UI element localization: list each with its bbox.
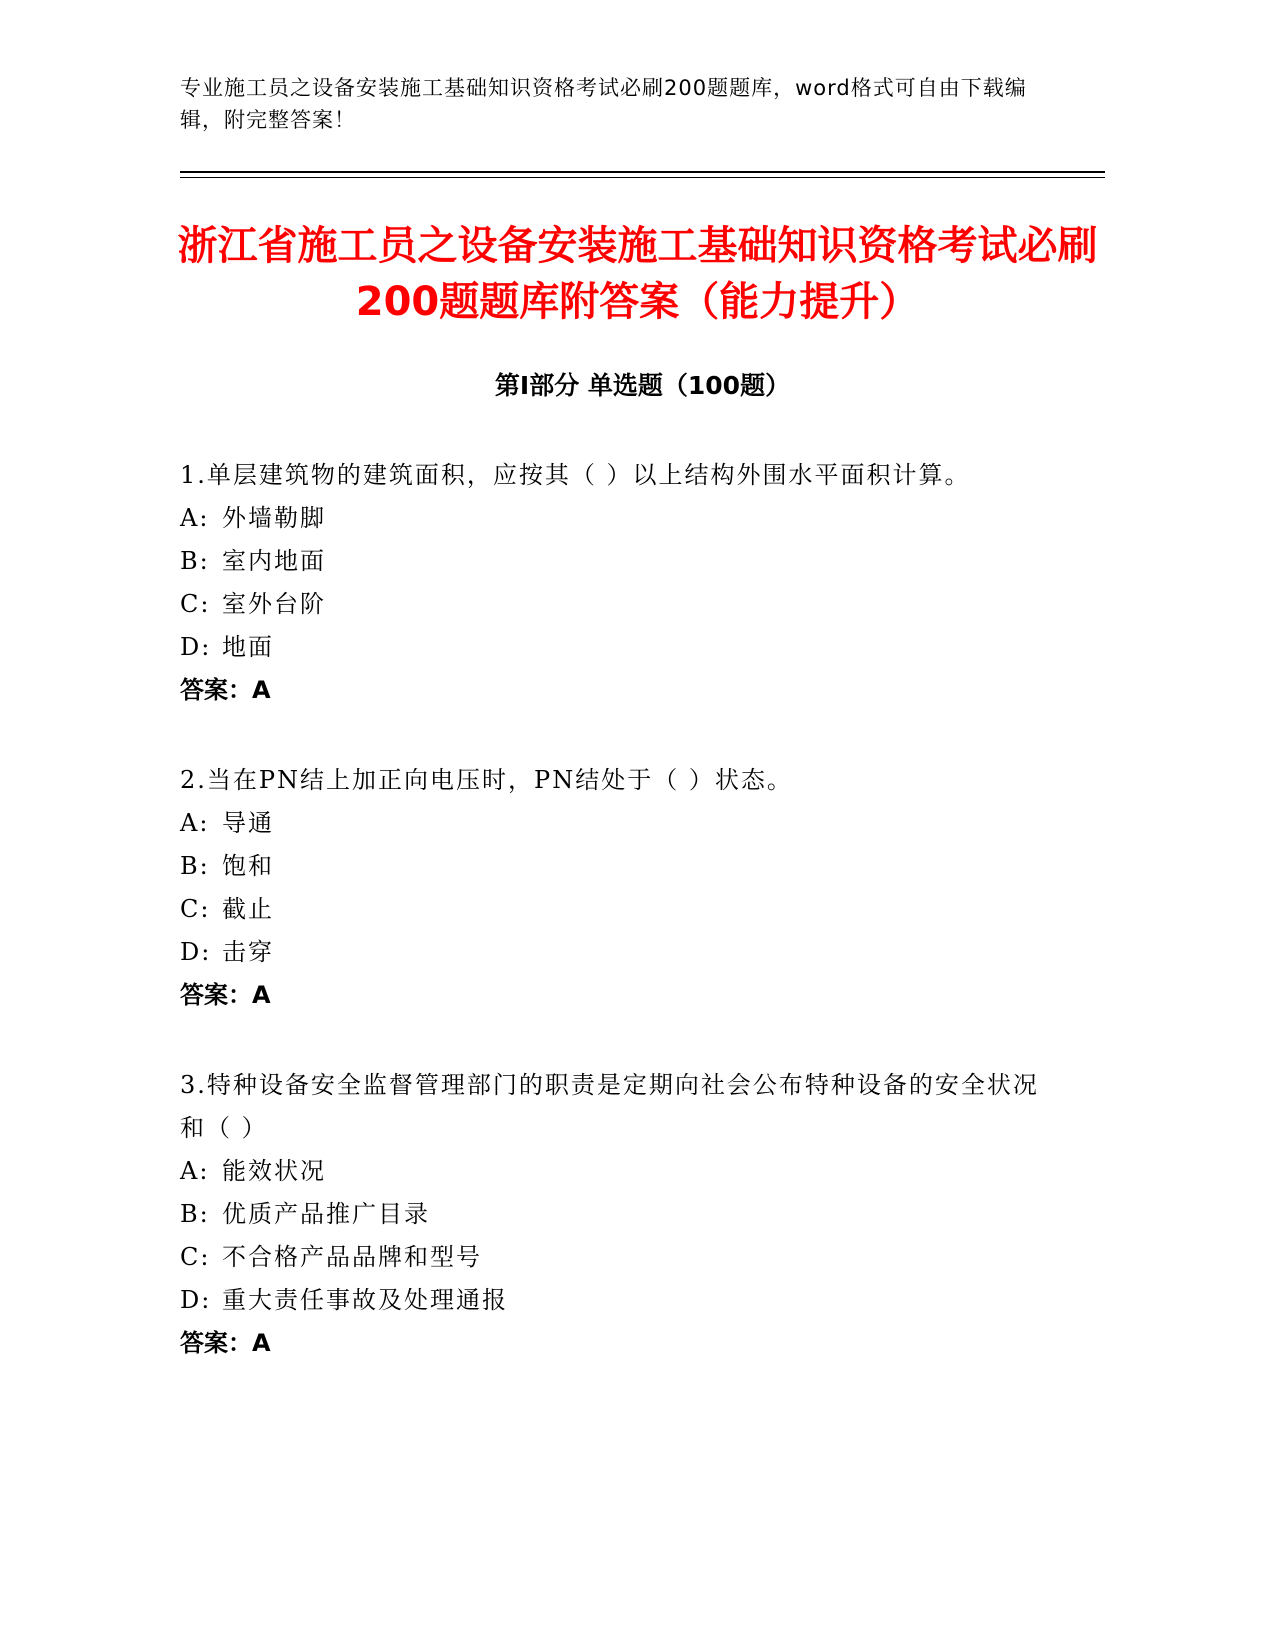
option-text: 能效状况: [222, 1157, 326, 1185]
option-letter: C:: [180, 1243, 211, 1271]
option-c: [180, 583, 1050, 626]
option-text: 地面: [222, 633, 274, 661]
question-stem: 2.当在PN结上加正向电压时，PN结处于（ ）状态。: [180, 766, 793, 794]
option-text: 室外台阶: [222, 590, 326, 618]
option-text: 饱和: [222, 852, 274, 880]
option-text: 截止: [222, 895, 274, 923]
option-letter: D:: [180, 1286, 212, 1314]
option-letter: D:: [180, 633, 212, 661]
option-letter: D:: [180, 938, 212, 966]
header-divider-thin: [180, 177, 1105, 178]
option-d: [180, 626, 1050, 669]
option-letter: C:: [180, 895, 211, 923]
option-text: 击穿: [222, 938, 274, 966]
option-b: [180, 1193, 1050, 1236]
question-1: [180, 454, 1050, 712]
option-a: [180, 802, 1050, 845]
answer: 答案：A: [180, 981, 271, 1009]
option-letter: A:: [180, 504, 210, 532]
option-letter: A:: [180, 1157, 210, 1185]
section-heading: 第Ⅰ部分 单选题（100题）: [494, 371, 791, 400]
option-text: 室内地面: [222, 547, 326, 575]
option-text: 导通: [222, 809, 274, 837]
option-letter: B:: [180, 547, 210, 575]
option-text: 不合格产品品牌和型号: [222, 1243, 482, 1271]
option-text: 重大责任事故及处理通报: [222, 1286, 508, 1314]
option-a: [180, 497, 1050, 540]
answer: 答案：A: [180, 676, 271, 704]
option-b: [180, 845, 1050, 888]
document-title: 浙江省施工员之设备安装施工基础知识资格考试必刷200题题库附答案（能力提升）: [177, 223, 1098, 325]
option-text: 优质产品推广目录: [222, 1200, 430, 1228]
option-a: [180, 1150, 1050, 1193]
option-text: 外墙勒脚: [222, 504, 326, 532]
header-note: 专业施工员之设备安装施工基础知识资格考试必刷200题题库，word格式可自由下载编辑，附完整答案！: [180, 76, 1027, 132]
option-d: [180, 1279, 1050, 1322]
option-letter: B:: [180, 852, 210, 880]
question-stem: 3.特种设备安全监督管理部门的职责是定期向社会公布特种设备的安全状况和（ ）: [180, 1071, 1039, 1142]
header-divider-thick: [180, 171, 1105, 173]
option-c: [180, 888, 1050, 931]
option-c: [180, 1236, 1050, 1279]
option-letter: B:: [180, 1200, 210, 1228]
option-b: [180, 540, 1050, 583]
option-letter: A:: [180, 809, 210, 837]
answer: 答案：A: [180, 1329, 271, 1357]
question-stem: 1.单层建筑物的建筑面积，应按其（ ）以上结构外围水平面积计算。: [180, 461, 971, 489]
option-d: [180, 931, 1050, 974]
question-2: [180, 759, 1050, 1017]
option-letter: C:: [180, 590, 211, 618]
question-3: [180, 1064, 1050, 1365]
